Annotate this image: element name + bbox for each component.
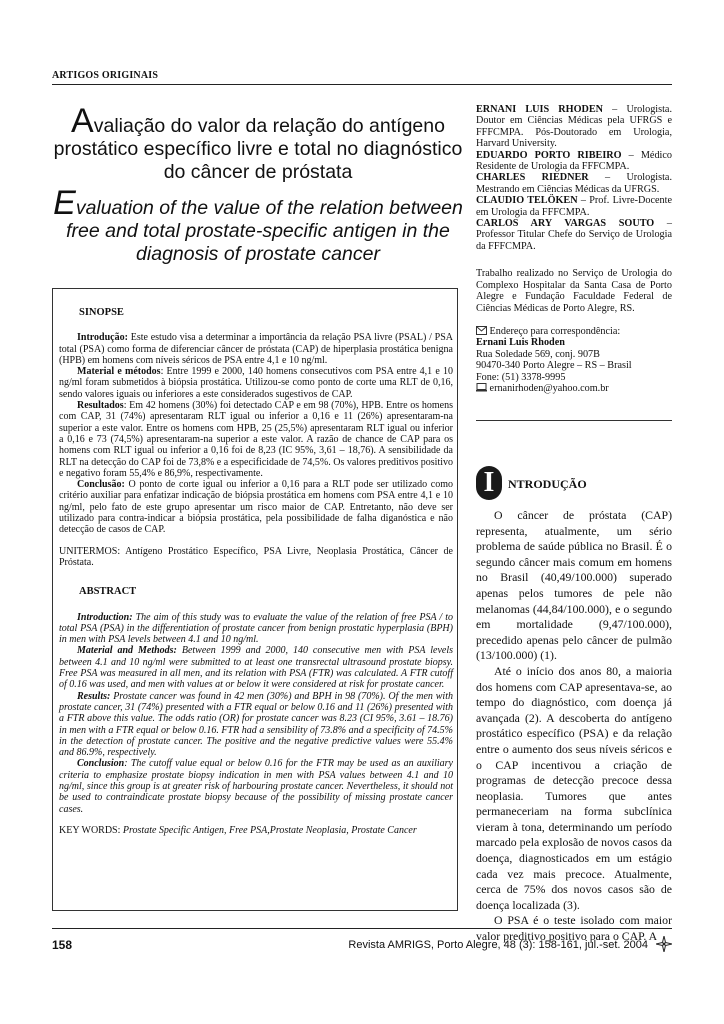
title-en-text: valuation of the value of the relation between free and total prostate-specific antigen in the diagnosis of prostate cancer <box>66 197 463 265</box>
correspondence-phone: Fone: (51) 3378-9995 <box>476 371 566 383</box>
author-entry <box>476 172 672 195</box>
title-english <box>52 186 464 266</box>
author-entry <box>476 195 672 218</box>
title-en-initial: E <box>53 184 76 222</box>
intro-paragraph: O PSA é o teste isolado com maior valor preditivo positivo para o CAP. A <box>476 913 672 944</box>
title-pt-text: valiação do valor da relação do antígeno prostático específico livre e total no diagnóstico do câncer de próstata <box>53 115 463 183</box>
envelope-icon <box>476 326 487 335</box>
abstract-intro <box>59 612 453 646</box>
sinopse-results <box>59 400 453 479</box>
title-portuguese <box>52 104 464 184</box>
abstract-heading: ABSTRACT <box>79 586 137 598</box>
sinopse-conclusion-text: O ponto de corte igual ou inferior a 0,16 para a RLT pode ser utilizado como critério auxiliar para enfatizar indicação de biópsia prostática em homens com PSA entre 4,1 e 10 ng/ml, pelo fato de este grupo apresentar um risco maior de CAP. Entretanto, não deve ser utilizado para contra-indicar a biópsia prostática, pela possibilidade de falha diganóstica e não detecção de casos de CAP. <box>59 479 453 536</box>
abstract-conclusion-text: : The cutoff value equal or below 0.16 for the FTR may be used as an auxiliary criteria to emphasize prostate biopsy indication in men with PSA values between 4.1 and 10 ng/ml, since this group is at greater risk of harbouring prostate cancer. Nevertheless, it should not be used to contraindicate prostate biopsy because of the possibility of missing prostate cancer cases. <box>59 758 453 815</box>
author-entry <box>476 218 672 252</box>
author-desc: – Prof. Livre-Docente em Urologia da FFFCMPA. <box>476 195 672 218</box>
journal-reference: Revista AMRIGS, Porto Alegre, 48 (3): 158-161, jul.-set. 2004 <box>348 939 648 951</box>
sinopse-results-label: Resultados <box>77 400 124 412</box>
abstract-keywords <box>59 825 453 836</box>
intro-paragraph: Até o início dos anos 80, a maioria dos homens com CAP apresentava-se, ao tempo do diagnóstico, com doença já avançada (2). A descoberta do antígeno prostático específico (PSA) e da relação entre o aumento dos seus níveis séricos e o CAP incentivou a criação de programas de detecção precoce dessa neoplasia. Tumores que antes permaneceriam na forma subclínica vieram à tona, determinando um período marcado pela explosão de novos casos da doença, diagnosticados em um estágio cada vez mais precoce. Atualmente, cerca de 75% dos novos casos são de doença localizada (3). <box>476 663 672 912</box>
author-name: CARLOS ARY VARGAS SOUTO <box>476 218 655 230</box>
footer-rule <box>52 928 672 929</box>
sinopse-keywords-label: UNITERMOS: <box>59 545 121 557</box>
correspondence-label-text: Endereço para correspondência: <box>489 325 621 337</box>
header-rule <box>52 84 672 85</box>
author-name: CHARLES RIEDNER <box>476 172 589 184</box>
author-entry <box>476 104 672 150</box>
sinopse-conclusion <box>59 479 453 535</box>
sinopse-conclusion-label: Conclusão: <box>77 479 125 491</box>
author-name: ERNANI LUIS RHODEN <box>476 104 604 115</box>
sinopse-methods-text: : Entre 1999 e 2000, 140 homens consecutivos com PSA entre 4,1 e 10 ng/ml foram submetidos à biópsia prostática. Utilizou-se como ponto de corte uma RLT de 0,16, sendo valores iguais ou inferiores a este considerados sugestivos de CAP. <box>59 366 453 400</box>
sinopse-keywords <box>59 546 453 569</box>
correspondence-label <box>476 326 672 337</box>
email-link[interactable]: ernanirhoden@yahoo.com.br <box>489 382 609 394</box>
sinopse-intro-text: Este estudo visa a determinar a importância da relação PSA livre (PSAL) / PSA total (PSA) como forma de diferenciar câncer de próstata (CAP) de hiperplasia prostática benigna (HPB) em homens com níveis séricos de PSA entre 4,1 e 10 ng/ml. <box>59 332 453 366</box>
sinopse-keywords-text: Antígeno Prostático Específico, PSA Livre, Neoplasia Prostática, Câncer de Próstata. <box>59 545 453 568</box>
abstract-methods-label: Material and Methods: <box>77 645 177 657</box>
dropcap-i-badge: I <box>476 466 502 500</box>
abstract-conclusion <box>59 758 453 814</box>
intro-heading-text: NTRODUÇÃO <box>508 477 587 491</box>
abstract-results-text: Prostate cancer was found in 42 men (30%) and BPH in 98 (70%). Of the men with prostate cancer, 31 (74%) presented with a FTR equal or below 0.16 and 11 (26%) presented with a FTR above this value. The odds ratio (OR) for prostate cancer was 8.23 (CI 95%, 3.61 – 18.76) in men with a FTR equal or below 0.16. FTR had a sensibility of 73.8% and a specificity of 74.5% in the detection of prostate cancer. The positive and the negative predictive values were 55.4% and 86.9%, respectively. <box>59 690 453 759</box>
correspondence-name: Ernani Luis Rhoden <box>476 337 565 349</box>
sinopse-results-text: : Em 42 homens (30%) foi detectado CAP e em 98 (70%), HPB. Entre os homens com CAP, 31 (74%) apresentaram RLT igual ou inferior a 0,16 e 11 (26%) apresentaram-na superior a este valor. Entre os homens com HPB, 25 (25,5%) apresentaram RLT igual ou inferior a 0,16 e 73 (74,5%) apresentaram-na superior a este valor. A razão de chance de CAP para os homens com RLT igual ou inferior a 0,16 foi de 8,23 (IC 95%, 3,61 – 18,76). A sensibilidade da RLT na detecção do CAP foi de 73,8% e a especificidade de 74,5%. Os valores preditivos positivo e negativo foram 55,4% e 86,9%, respectivamente. <box>59 400 453 479</box>
author-entry <box>476 150 672 173</box>
correspondence-street: Rua Soledade 569, conj. 907B <box>476 348 600 360</box>
author-name: EDUARDO PORTO RIBEIRO <box>476 149 622 161</box>
sinopse-methods-label: Material e métodos <box>77 366 161 378</box>
sinopse-intro <box>59 332 453 366</box>
author-desc: – Urologista. Doutor em Ciências Médicas pela UFRGS e FFFCMPA. Pós-Doutorado em Urologia, Harvard University. <box>476 104 672 150</box>
intro-heading <box>476 466 672 500</box>
abstract-conclusion-label: Conclusion <box>77 758 125 770</box>
abstract-results <box>59 691 453 759</box>
title-pt-initial: A <box>71 102 94 140</box>
intro-paragraph: O câncer de próstata (CAP) representa, atualmente, um sério problema de saúde pública no Brasil. É o segundo câncer mais comum em homens no Brasil (40,49/100.000) superado apenas pelos tumores de pele não melanomas (44,84/100.000), e o segundo em mortalidade (9,47/100.000), precedido apenas pelo câncer de pulmão (13/100.000) (1). <box>476 508 672 663</box>
abstract-intro-text: The aim of this study was to evaluate the value of the relation of free PSA / to total PSA (PSA) in the differentiation of prostate cancer from benign prostatic hyperplasia (BPH) in men with PSA levels between 4.1 and 10 ng/ml. <box>59 611 453 646</box>
author-column <box>476 104 672 394</box>
intro-body <box>476 508 672 945</box>
abstract-box <box>52 288 458 911</box>
institution-note: Trabalho realizado no Serviço de Urologia do Complexo Hospitalar da Santa Casa de Porto Alegre e Fundação Faculdade Federal de Ciências Médicas de Porto Alegre, RS. <box>476 268 672 314</box>
abstract-results-label: Results: <box>77 690 111 702</box>
sinopse-intro-label: Introdução: <box>77 332 128 344</box>
abstract-intro-label: Introduction: <box>77 611 133 623</box>
author-desc: – Professor Titular Chefe do Serviço de Urologia da FFFCMPA. <box>476 218 672 252</box>
column-rule <box>476 420 672 421</box>
sinopse-methods <box>59 366 453 400</box>
correspondence-email[interactable] <box>476 383 672 394</box>
abstract-methods-text: Between 1999 and 2000, 140 consecutive men with PSA levels between 4.1 and 10 ng/ml were submitted to at least one transrectal ultrasound prostate biopsy. Free PSA was measured in all men, and its relation with PSA (FTR) was calculated. A FTR cutoff of 0.16 was used, and men with values at or below it were considered at risk for prostate cancer. <box>59 645 453 691</box>
compass-star-icon <box>656 936 672 952</box>
abstract-keywords-text: Prostate Specific Antigen, Free PSA,Prostate Neoplasia, Prostate Cancer <box>120 824 417 836</box>
author-desc: – Médico Residente de Urologia da FFFCMPA. <box>476 149 672 173</box>
page-number: 158 <box>52 938 73 952</box>
computer-icon <box>476 383 487 392</box>
author-name: CLAUDIO TELÖKEN <box>476 195 578 207</box>
section-label: ARTIGOS ORIGINAIS <box>52 70 159 81</box>
sinopse-heading: SINOPSE <box>79 307 124 318</box>
abstract-methods <box>59 645 453 690</box>
abstract-keywords-label: KEY WORDS: <box>59 824 121 836</box>
author-desc: – Urologista. Mestrando em Ciências Médicas da UFRGS. <box>476 172 672 195</box>
correspondence-city: 90470-340 Porto Alegre – RS – Brasil <box>476 360 632 372</box>
